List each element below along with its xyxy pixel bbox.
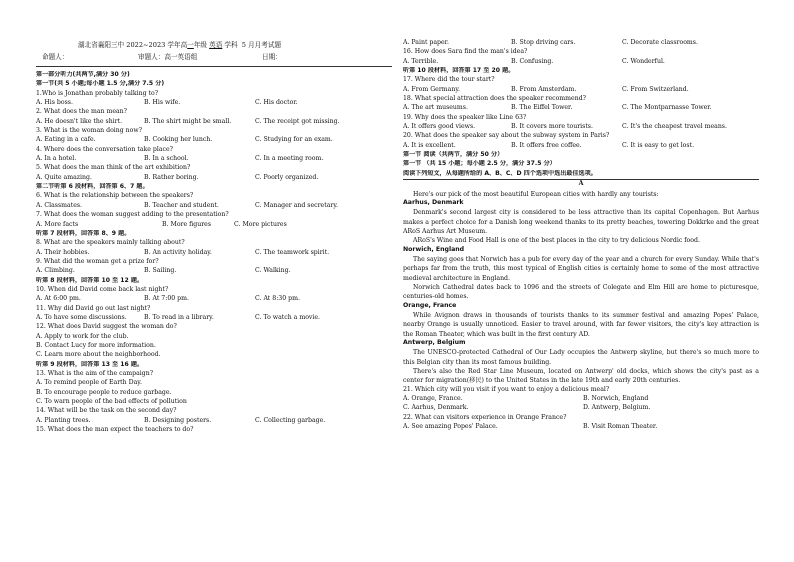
right-column (403, 39, 759, 432)
header-divider (36, 66, 392, 67)
option: C. To warn people of the bad effects of pollution (36, 398, 187, 406)
option: C. More pictures (234, 220, 287, 228)
option: B. Confusing. (511, 57, 554, 65)
option: B. Rather boring. (144, 173, 199, 181)
material-8-heading: 听第 8 段材料，回答第 10 至 12 题。 (36, 276, 144, 284)
question-1: 1.Who is Jonathan probably talking to? (36, 89, 159, 97)
option: B. The Eiffel Tower. (511, 104, 573, 112)
option: C. Aarhus, Denmark. (403, 404, 469, 412)
question-10: 10. When did David come back last night? (36, 285, 169, 293)
paragraph: The saying goes that Norwich has a pub for every day of the year and a church for every Sunday. While that's perhaps far from the truth, this most typical of English cities is certainly home to some of the most attractive medieval architecture in England. (403, 255, 759, 282)
options-16 (403, 58, 759, 67)
option: C. Walking. (255, 267, 291, 275)
option: A. Climbing. (36, 267, 75, 275)
option: C. It is easy to get lost. (622, 141, 695, 149)
option: A. Planting trees. (36, 416, 91, 424)
option: B. To encourage people to reduce garbage. (36, 388, 172, 396)
option: B. Visit Roman Theater. (583, 423, 658, 431)
question-3: 3. What is the woman doing now? (36, 127, 143, 135)
options-17 (403, 86, 759, 95)
options-2 (36, 118, 392, 127)
question-16: 16. How does Sara find the man's idea? (403, 48, 528, 56)
part1-heading: 第一部分听力(共两节,满分 30 分) (36, 71, 130, 78)
options-22 (403, 423, 759, 432)
passage-intro: Here's our pick of the most beautiful European cities with hardly any tourists: (413, 190, 659, 198)
city-heading-antwerp: Antwerp, Belgium (403, 339, 466, 346)
option: C. Studying for an exam. (255, 136, 333, 144)
question-14: 14. What will be the task on the second day? (36, 407, 177, 415)
material-9-heading: 听第 9 段材料，回答第 13 至 16 题。 (36, 360, 144, 368)
options-1 (36, 99, 392, 108)
option: A. Classmates. (36, 201, 83, 209)
option: B. An activity holiday. (144, 248, 212, 256)
section2-heading: 第二节听第 6 段材料，回答第 6、7 题。 (36, 183, 149, 191)
option: A. See amazing Popes' Palace. (403, 423, 498, 431)
option: A. More facts (36, 220, 79, 228)
exam-name: 5 月月考试题 (241, 41, 282, 49)
question-20: 20. What does the speaker say about the subway system in Paris? (403, 132, 610, 140)
option: B. More figures (162, 220, 211, 228)
option: A. Apply to work for the club. (36, 332, 129, 340)
grade-value: 一 (187, 41, 194, 49)
question-19: 19. Why does the speaker like Line 63? (403, 113, 527, 121)
city-heading-aarhus: Aarhus, Denmark (403, 198, 464, 206)
option: C. His doctor. (255, 99, 298, 107)
paragraph: Denmark's second largest city is considered to be less attractive than its capital Copenhagen. But Aarhus makes a perfect choice for a Danish long weekend thanks to its pretty beaches, towering Dokkrke and the great ARoS Aarhus Art Museum. (403, 209, 759, 235)
option: A. Their hobbies. (36, 248, 90, 256)
paragraph: The UNESCO-protected Cathedral of Our Lady occupies the Antwerp skyline, but there's so much more to this Belgian city than its most famous building. (403, 349, 759, 366)
date-label: 日期： (262, 53, 282, 61)
paragraph: Norwich Cathedral dates back to 1096 and the streets of Colegate and Elm Hill are home to picturesque, centuries-old homes. (403, 283, 759, 301)
options-21a (403, 395, 759, 404)
exam-title (78, 42, 281, 50)
option: C. It's the cheapest travel means. (622, 123, 727, 131)
options-5 (36, 174, 392, 183)
option: A. It offers good views. (403, 123, 476, 131)
options-6 (36, 202, 392, 211)
question-17: 17. Where did the tour start? (403, 76, 495, 84)
question-6: 6. What is the relationship between the speakers? (36, 192, 194, 200)
material-10-heading: 听第 10 段材料，回答第 17 至 20 题。 (403, 67, 515, 75)
paragraph: There's also the Red Star Line Museum, located on Antwerp' old docks, which shows the city's past as a center for migration(移民) to the United States in the late 19th and early 20th centuries. (403, 368, 759, 385)
option: C. From Switzerland. (622, 85, 689, 93)
option: A. Orange, France. (403, 395, 463, 403)
option: B. From Amsterdam. (511, 85, 577, 93)
options-19 (403, 123, 759, 132)
option: B. His wife. (144, 99, 181, 107)
option: C. To watch a movie. (255, 313, 321, 321)
option: B. The shirt might be small. (144, 117, 232, 125)
option: C. The receipt got missing. (255, 117, 340, 125)
question-8: 8. What are the speakers mainly talking about? (36, 239, 185, 247)
options-9 (36, 267, 392, 276)
option: A. It is excellent. (403, 141, 456, 149)
option: B. Contact Lucy for more information. (36, 341, 156, 349)
option: A. Paint paper. (403, 39, 449, 46)
option: B. Sailing. (144, 267, 177, 275)
question-21: 21. Which city will you visit if you want to enjoy a delicious meal? (403, 385, 610, 393)
option: A. Quite amazing. (36, 173, 92, 181)
exam-meta (42, 54, 282, 62)
option: B. In a school. (144, 155, 189, 163)
option: B. It offers free coffee. (511, 141, 582, 149)
question-4: 4. Where does the conversation take place? (36, 145, 173, 153)
question-11: 11. Why did David go out last night? (36, 304, 151, 312)
paragraph: ARoS's Wine and Food Hall is one of the best places in the city to try delicious Nordic food. (413, 237, 700, 245)
option: C. Wonderful. (622, 57, 665, 65)
question-18: 18. What special attraction does the speaker recommend? (403, 95, 586, 103)
option: A. Eating in a cafe. (36, 136, 96, 144)
option: C. The teamwork spirit. (255, 248, 330, 256)
option: C. Collecting garbage. (255, 416, 326, 424)
options-15 (403, 39, 759, 48)
author-label: 命题人： (42, 53, 69, 61)
option: C. Learn more about the neighborhood. (36, 351, 161, 359)
passage-label: A (578, 180, 584, 188)
option: A. The art museums. (403, 104, 468, 112)
option: C. At 8:30 pm. (255, 295, 300, 303)
options-4 (36, 155, 392, 164)
subject-label: 学科 (224, 41, 238, 49)
options-18 (403, 104, 759, 113)
option: A. In a hotel. (36, 155, 77, 163)
options-21b (403, 404, 759, 413)
option: A. To remind people of Earth Day. (36, 379, 142, 387)
option: B. To read in a library. (144, 313, 214, 321)
school-name: 湖北省襄阳三中 2022~2023 学年高 (78, 41, 188, 49)
question-12: 12. What does David suggest the woman do? (36, 323, 177, 331)
question-13: 13. What is the aim of the campaign? (36, 370, 154, 377)
option: A. His boss. (36, 99, 73, 107)
option: C. Poorly organized. (255, 173, 319, 181)
options-20 (403, 142, 759, 151)
options-11 (36, 314, 392, 323)
option: B. Designing posters. (144, 416, 212, 424)
options-10 (36, 295, 392, 304)
question-5: 5. What does the man think of the art exhibition? (36, 164, 191, 172)
question-22: 22. What can visitors experience in Orange France? (403, 413, 567, 421)
reading-section1-heading: 第一节 （共 15 小题；每小题 2.5 分，满分 37.5 分） (403, 160, 556, 168)
option: C. Manager and secretary. (255, 201, 338, 209)
option: A. At 6:00 pm. (36, 295, 81, 303)
subject-value: 英语 (209, 41, 223, 49)
option: C. In a meeting room. (255, 155, 324, 163)
options-14 (36, 417, 392, 426)
option: A. To have some discussions. (36, 313, 127, 321)
option: B. Stop driving cars. (511, 39, 576, 46)
left-column (36, 71, 392, 435)
option: B. Norwich, England (583, 395, 649, 403)
option: A. He doesn't like the shirt. (36, 117, 123, 125)
options-8 (36, 249, 392, 258)
paragraph: While Avignon draws in thousands of tourists thanks to its summer festival and amazing Popes' Palace, nearby Orange is usually unnoticed. Easier to travel around, with far fewer visitors, the city's key attraction is the Roman Theater, which was built in the first century AD. (403, 311, 759, 338)
grade-label: 年级 (193, 41, 207, 49)
option: A. From Germany. (403, 85, 460, 93)
city-heading-norwich: Norwich, England (403, 245, 465, 253)
reviewer-label: 审题人：高一英语组 (138, 53, 198, 61)
option: B. It covers more tourists. (511, 123, 593, 131)
option: B. Teacher and student. (144, 201, 219, 209)
option: C. The Montparnasse Tower. (622, 104, 712, 112)
material-7-heading: 听第 7 段材料，回答第 8、9 题。 (36, 229, 131, 237)
option: A. Terrible. (403, 57, 439, 65)
question-9: 9. What did the woman get a prize for? (36, 257, 159, 265)
option: C. Decorate classrooms. (622, 39, 698, 46)
reading-instructions: 阅读下列短文，从每题所给的 A、B、C、D 四个选项中选出最佳选项。 (403, 169, 597, 177)
question-7: 7. What does the woman suggest adding to the presentation? (36, 211, 229, 219)
section1-heading: 第一节(共 5 小题;每小题 1.5 分,满分 7.5 分) (36, 80, 165, 88)
option: B. At 7:00 pm. (144, 295, 189, 303)
options-7 (36, 221, 392, 230)
city-heading-orange: Orange, France (403, 301, 457, 309)
question-2: 2. What does the man mean? (36, 108, 127, 116)
part2-heading: 第一节 阅读（共两节，满分 50 分） (403, 151, 504, 159)
option: B. Cooking her lunch. (144, 136, 213, 144)
question-15: 15. What does the man expect the teachers to do? (36, 426, 194, 434)
options-3 (36, 136, 392, 145)
option: D. Antwerp, Belgium. (583, 404, 651, 412)
